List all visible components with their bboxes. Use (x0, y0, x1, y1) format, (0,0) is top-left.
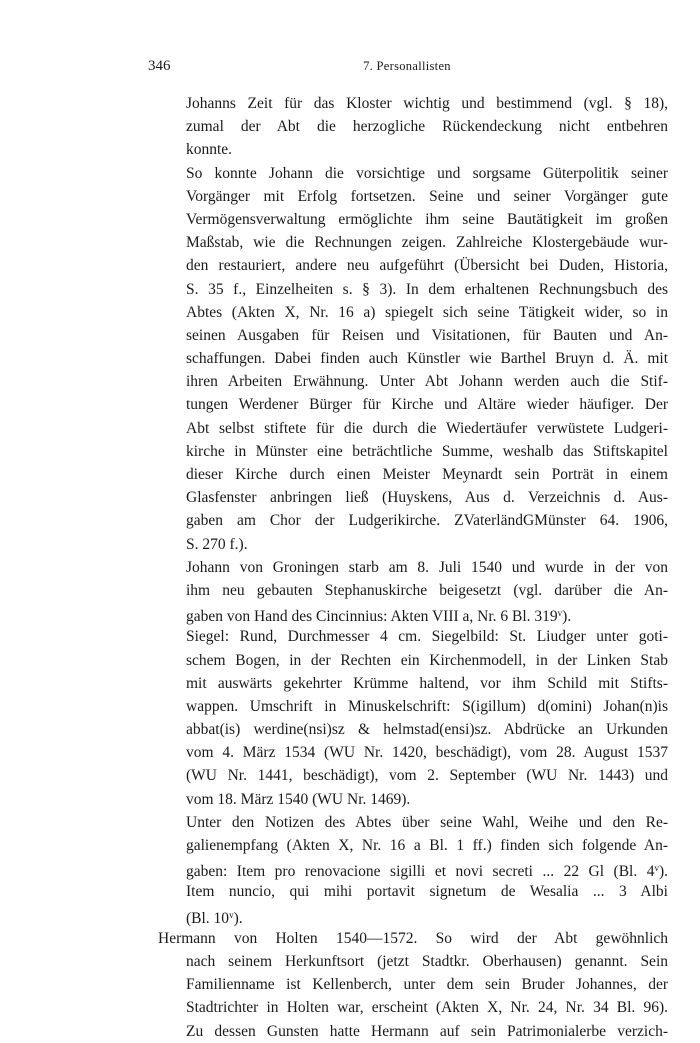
line-text: gaben am Chor der Ludgerikirche. ZVaterländGMünster 64. 1906, (186, 512, 668, 530)
text-line (148, 811, 668, 834)
running-head: 7. Personallisten (363, 59, 451, 73)
line-text: seinen Ausgaben für Reisen und Visitationen, für Bauten und An- (186, 326, 668, 344)
text-line (148, 370, 668, 393)
line-text: dieser Kirche durch einen Meister Meynardt sein Porträt in einem (186, 466, 668, 483)
text-line (148, 764, 668, 787)
text-line (148, 533, 668, 556)
line-text: ihren Arbeiten Erwähnung. Unter Abt Johann werden auch die Stif- (186, 373, 668, 391)
text-line (148, 208, 668, 231)
text-line (148, 880, 668, 903)
text-line (148, 301, 668, 324)
line-text: S. 270 f.). (186, 535, 248, 553)
text-line (148, 602, 668, 625)
line-text: nach seinem Herkunftsort (jetzt Stadtkr. Oberhausen) genannt. Sein (186, 952, 668, 970)
line-text: Siegel: Rund, Durchmesser 4 cm. Siegelbild: St. Liudger unter goti- (186, 628, 668, 646)
line-text: konnte. (186, 141, 233, 159)
line-text: Maßstab, wie die Rechnungen zeigen. Zahlreiche Klostergebäude wur- (186, 234, 668, 252)
superscript: v (654, 863, 659, 874)
superscript: v (557, 608, 563, 619)
line-text: vom 4. März 1534 (WU Nr. 1420, beschädigt), vom 28. August 1537 (186, 744, 668, 762)
text-line (148, 950, 668, 973)
line-text: (WU Nr. 1441, beschädigt), vom 2. September (WU Nr. 1443) und (186, 767, 668, 785)
line-text: schaffungen. Dabei finden auch Künstler wie Barthel Bruyn d. Ä. mit (186, 350, 668, 368)
line-text: wappen. Umschrift in Minuskelschrift: S(igillum) d(omini) Johan(n)is (186, 697, 668, 715)
text-line (148, 672, 668, 695)
line-text: Glasfenster anbringen ließ (Huyskens, Aus d. Verzeichnis d. Aus- (186, 489, 668, 507)
line-tail: ). (233, 909, 243, 927)
line-text: gaben von Hand des Cincinnius: Akten VIII a, Nr. 6 Bl. 319 (186, 608, 558, 626)
text-line (148, 927, 668, 950)
body-text (148, 92, 668, 1043)
line-text: Stadtrichter in Holten war, erscheint (Akten X, Nr. 24, Nr. 34 Bl. 96). (186, 999, 668, 1017)
line-text: tungen Werdener Bürger für Kirche und Altäre wieder häufiger. Der (186, 396, 668, 414)
line-text: Johanns Zeit für das Kloster wichtig und bestimmend (vgl. § 18), (186, 95, 668, 112)
line-text: Zu dessen Gunsten hatte Hermann auf sein Patrimonialerbe verzich- (186, 1022, 668, 1040)
text-line (148, 625, 668, 648)
line-text: mit auswärts gekehrter Krümme haltend, vor ihm Schild mit Stifts- (186, 674, 668, 692)
text-line (148, 278, 668, 301)
text-line (148, 463, 668, 486)
text-line (148, 695, 668, 718)
line-text: gaben: Item pro renovacione sigilli et novi secreti ... 22 Gl (Bl. 4 (186, 863, 655, 881)
line-text: S. 35 f., Einzelheiten s. § 3). In dem erhaltenen Rechnungsbuch des (186, 280, 668, 298)
line-text: Familienname ist Kellenberch, unter dem sein Bruder Johannes, der (186, 976, 668, 994)
text-line (148, 231, 668, 254)
text-line (148, 556, 668, 579)
text-line (148, 904, 668, 927)
line-text: vom 18. März 1540 (WU Nr. 1469). (186, 790, 411, 808)
text-line (148, 162, 668, 185)
text-line (148, 973, 668, 996)
text-line (148, 857, 668, 880)
text-line (148, 788, 668, 811)
line-text: Vorgänger mit Erfolg fortsetzen. Seine und seiner Vorgänger gute (186, 187, 668, 205)
text-line (148, 649, 668, 672)
line-text: So konnte Johann die vorsichtige und sorgsame Güterpolitik seiner (186, 164, 668, 182)
text-line (148, 440, 668, 463)
line-tail: ). (562, 608, 572, 626)
line-text: (Bl. 10 (186, 909, 230, 927)
line-text: Abtes (Akten X, Nr. 16 a) spiegelt sich seine Tätigkeit wider, so in (186, 303, 668, 321)
text-line (148, 115, 668, 138)
line-text: galienempfang (Akten X, Nr. 16 a Bl. 1 ff.) finden sich folgende An- (186, 837, 668, 854)
line-text: Abt selbst stiftete für die durch die Wiedertäufer verwüstete Ludgeri- (186, 419, 668, 437)
text-line (148, 996, 668, 1019)
line-text: schem Bogen, in der Rechten ein Kirchenmodell, in der Linken Stab (186, 651, 668, 669)
line-text: kirche in Münster eine beträchtliche Summe, weshalb das Stiftskapitel (186, 442, 668, 460)
line-text: Vermögensverwaltung ermöglichte ihm seine Bautätigkeit im großen (186, 210, 668, 228)
text-line (148, 509, 668, 532)
text-line (148, 1020, 668, 1043)
text-line (148, 254, 668, 277)
text-line (148, 718, 668, 741)
line-text: den restauriert, andere neu aufgeführt (Übersicht bei Duden, Historia, (186, 257, 668, 275)
text-line (148, 834, 668, 857)
text-line (148, 417, 668, 440)
text-line (148, 741, 668, 764)
line-text: Unter den Notizen des Abtes über seine Wahl, Weihe und den Re- (186, 813, 668, 831)
line-tail: ). (658, 863, 668, 881)
text-line (148, 92, 668, 115)
line-text: abbat(is) werdine(nsi)sz & helmstad(ensi)sz. Abdrücke an Urkunden (186, 721, 668, 739)
text-line (148, 347, 668, 370)
line-text: Item nuncio, qui mihi portavit signetum de Wesalia ... 3 Albi (186, 883, 668, 901)
text-line (148, 324, 668, 347)
line-text: zumal der Abt die herzogliche Rückendeckung nicht entbehren (186, 118, 668, 136)
text-line (148, 185, 668, 208)
page-header (148, 58, 666, 80)
superscript: v (229, 909, 234, 920)
page-number: 346 (148, 58, 171, 74)
line-text: Johann von Groningen starb am 8. Juli 1540 und wurde in der von (186, 558, 668, 576)
line-text: ihm neu gebauten Stephanuskirche beigesetzt (vgl. darüber die An- (186, 581, 668, 599)
text-line (148, 393, 668, 416)
line-text: Hermann von Holten 1540—1572. So wird der Abt gewöhnlich (158, 929, 668, 947)
text-line (148, 579, 668, 602)
text-line (148, 138, 668, 161)
text-line (148, 486, 668, 509)
